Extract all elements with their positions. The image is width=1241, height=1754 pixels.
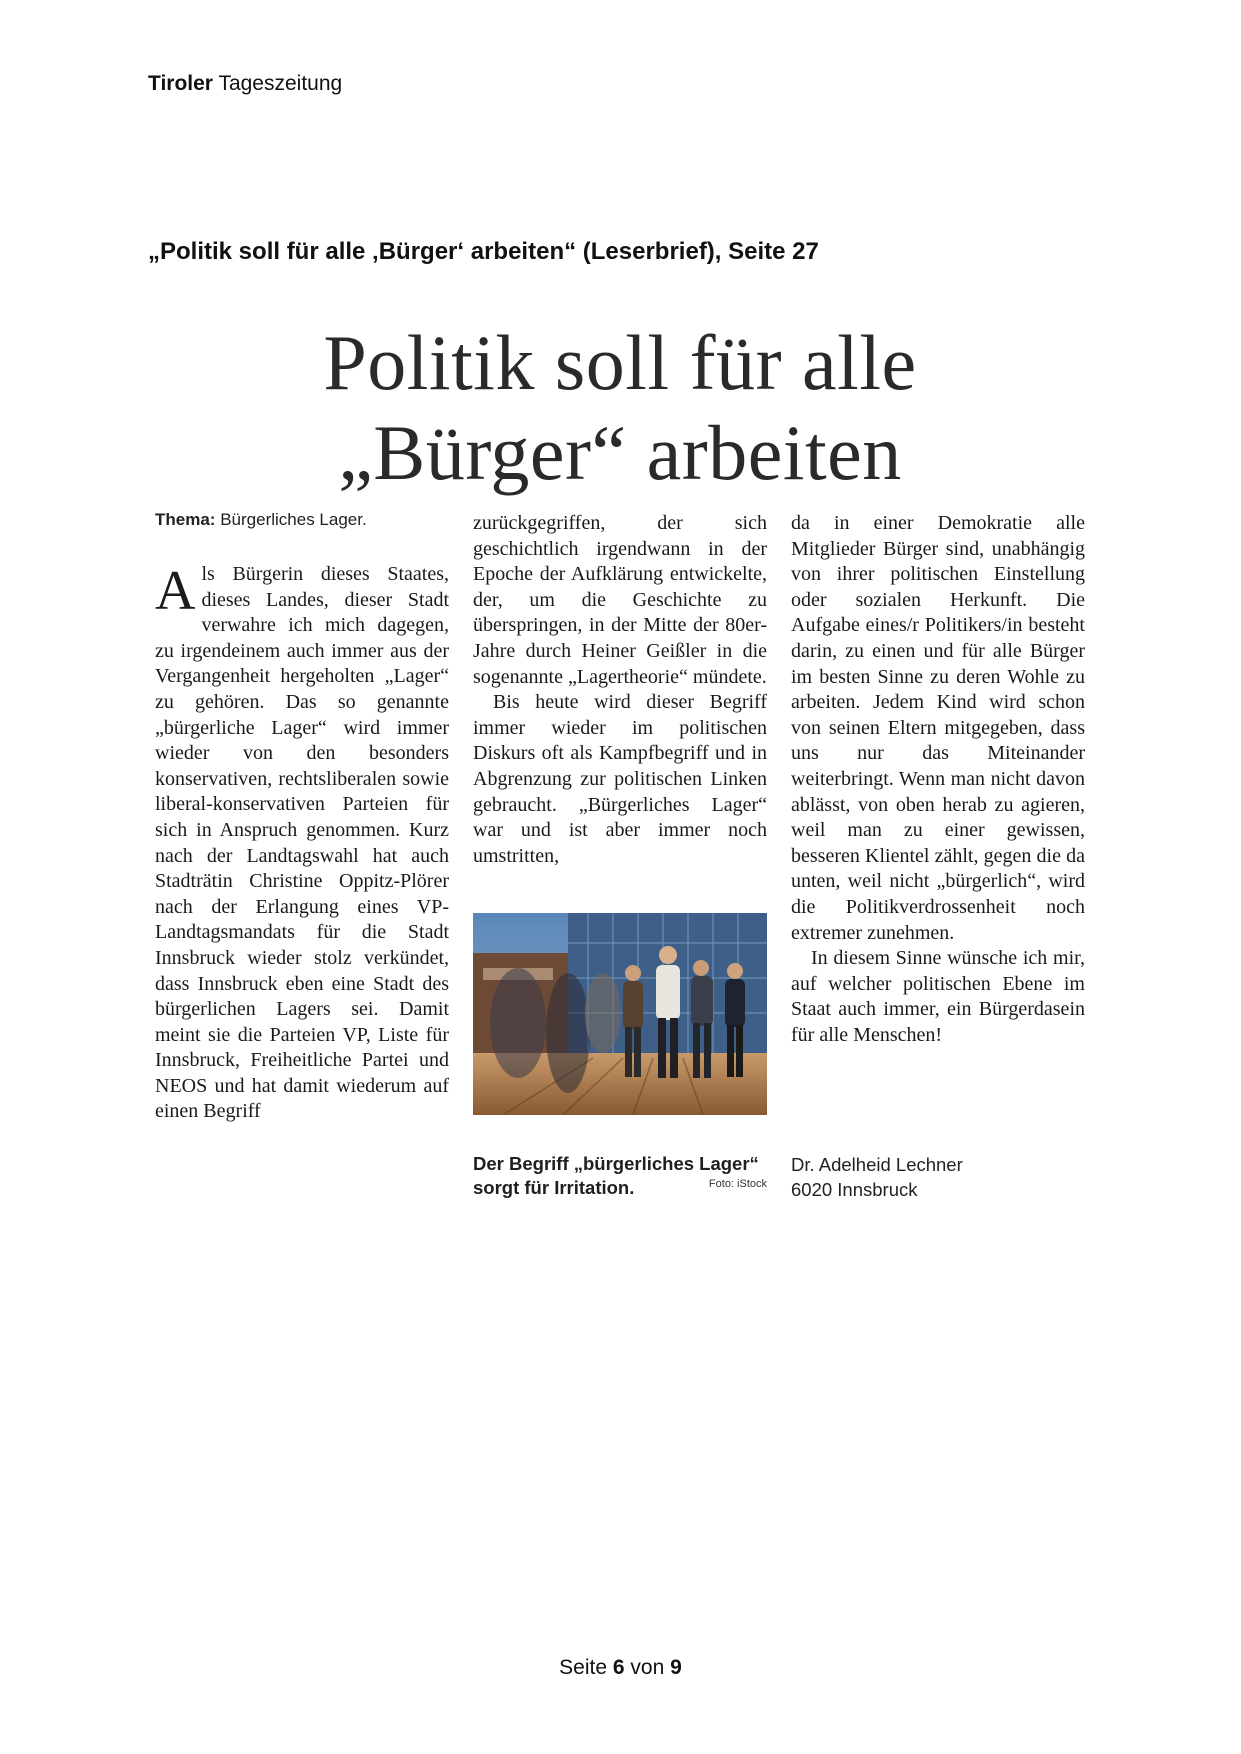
- footer-middle: von: [630, 1656, 665, 1679]
- column-2-paragraph-1: zurückgegriffen, der sich geschichtlich irgendwann in der Epoche der Aufklärung entwickelte, der, um die Geschichte zu überspringen, in der Mitte der 80er-Jahre durch Heiner Geißler in die sogenannte „Lagertheorie“ mündete.: [473, 512, 767, 688]
- photo-credit: Foto: iStock: [708, 1178, 767, 1190]
- brand-bold: Tiroler: [148, 72, 213, 95]
- author-city: 6020 Innsbruck: [791, 1179, 918, 1200]
- article-headline: [250, 318, 990, 498]
- article-photo: [473, 913, 767, 1115]
- footer-page-number: 6: [612, 1656, 625, 1679]
- author-name: Dr. Adelheid Lechner: [791, 1154, 963, 1175]
- newspaper-brand: [148, 72, 342, 96]
- photo-caption: [473, 1152, 767, 1200]
- column-1-text: ls Bürgerin dieses Staates, dieses Landes, dieser Stadt verwahre ich mich dagegen, zu irgendeinem auch immer aus der Vergangenheit hergeholten „Lager“ zu gehören. Das so genannte „bürgerliche Lager“ wird immer wieder von den besonders konservativen, rechtsliberalen sowie liberal-konservativen Parteien für sich in Anspruch genommen. Kurz nach der Landtagswahl hat auch Stadträtin Christine Oppitz-Plörer nach der Erlangung eines VP-Landtagsmandats für die Stadt Innsbruck wieder stolz verkündet, dass Innsbruck eben eine Stadt des bürgerlichen Lagers sei. Damit meint sie die Parteien VP, Liste für Innsbruck, Freiheitliche Partei und NEOS und hat damit wiederum auf einen Begriff: [155, 563, 449, 1123]
- article-topic: [155, 510, 367, 530]
- column-1-paragraph: [155, 562, 449, 1125]
- footer-total-pages: 9: [670, 1656, 682, 1679]
- column-3-paragraph-1: da in einer Demokratie alle Mitglieder Bürger sind, unabhängig von ihrer politischen Einstellung oder sozialen Herkunft. Die Aufgabe eines/r Politikers/in besteht darin, zu einen und für alle Bürger im besten Sinne zu deren Wohle zu arbeiten. Jedem Kind wird schon von seinen Eltern mitgegeben, dass uns nur das Miteinander weiterbringt. Wenn man nicht davon ablässt, von oben herab zu agieren, weil man zu einer gewissen, besseren Klientel zählt, gegen die da unten, weil nicht „bürgerlich“, wird die Politikverdrossenheit noch extremer zunehmen.: [791, 512, 1085, 944]
- article-column-3: [791, 511, 1085, 1048]
- page-footer: [0, 1656, 1241, 1680]
- photo-illustration: [473, 913, 767, 1115]
- topic-label: Thema:: [155, 510, 216, 529]
- brand-rest: Tageszeitung: [218, 72, 343, 95]
- headline-line-1: Politik soll für alle: [323, 319, 917, 406]
- caption-text: Der Begriff „bürgerliches Lager“ sorgt für Irritation.: [473, 1153, 759, 1198]
- document-title: „Politik soll für alle ‚Bürger‘ arbeiten“ (Leserbrief), Seite 27: [148, 238, 819, 265]
- letter-author: [791, 1152, 963, 1202]
- topic-value: Bürgerliches Lager.: [220, 510, 367, 529]
- article-column-2: [473, 511, 767, 869]
- column-2-paragraph-2: Bis heute wird dieser Begriff immer wieder im politischen Diskurs oft als Kampfbegriff und in Abgrenzung zur politischen Linken gebraucht. „Bürgerliches Lager“ war und ist aber immer noch umstritten,: [473, 691, 767, 867]
- headline-line-2: „Bürger“ arbeiten: [338, 409, 902, 496]
- column-3-paragraph-2: In diesem Sinne wünsche ich mir, auf welcher politischen Ebene im Staat auch immer, ein Bürgerdasein für alle Menschen!: [791, 947, 1085, 1046]
- drop-cap: A: [155, 560, 196, 622]
- article-column-1: [155, 562, 449, 1125]
- footer-prefix: Seite: [559, 1656, 608, 1679]
